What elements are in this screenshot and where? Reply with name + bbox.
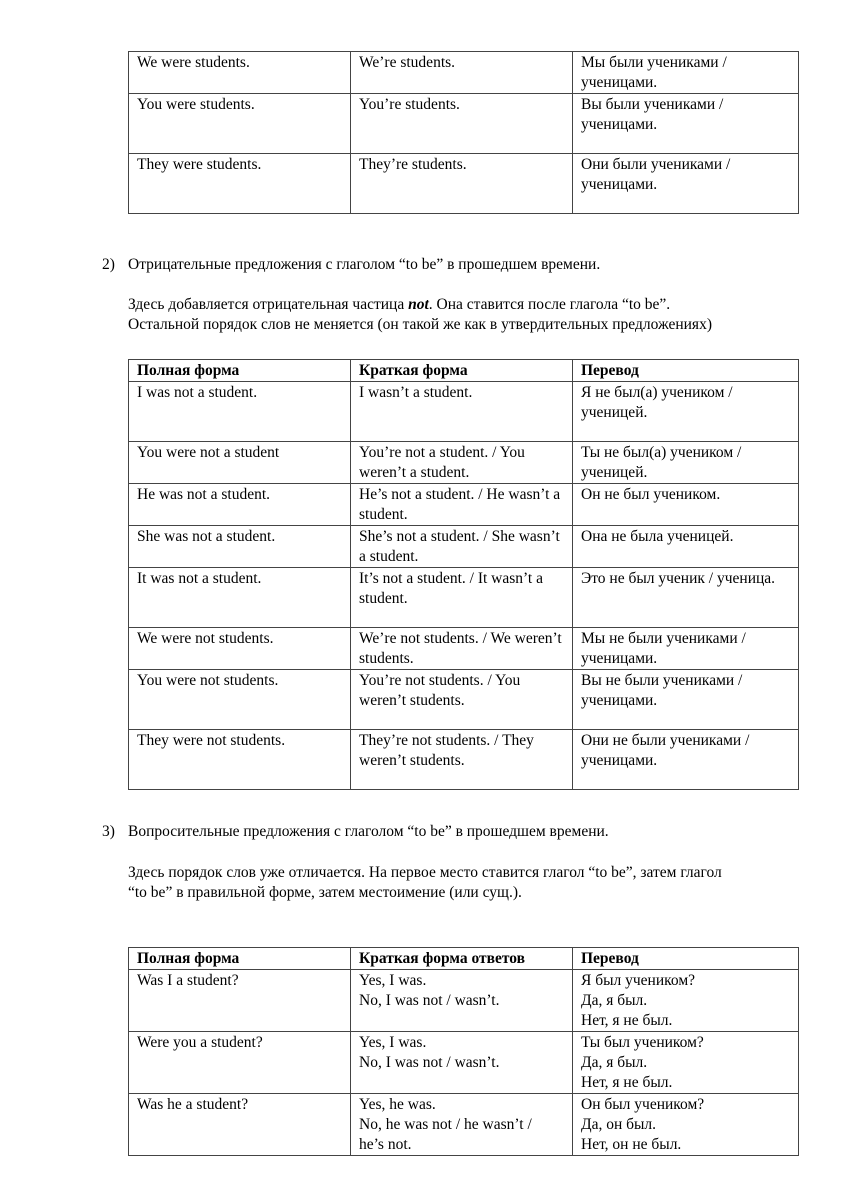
full-form-cell: We were students. [129,52,351,94]
table-row [129,970,799,1032]
full-form-cell: Was he a student? [129,1094,351,1156]
translation-cell: Я не был(а) учеником / ученицей. [573,382,799,442]
short-form-cell: You’re not a student. / You weren’t a student. [351,442,573,484]
translation-cell: Это не был ученик / ученица. [573,568,799,628]
table-row [129,568,799,628]
column-header: Перевод [573,948,799,970]
column-header: Полная форма [129,360,351,382]
paragraph-line: “to be” в правильной форме, затем местоимение (или сущ.). [128,884,522,901]
table-row [129,670,799,730]
table-row [129,1094,799,1156]
table-row [129,52,799,94]
column-header: Краткая форма ответов [351,948,573,970]
translation-cell: Мы были учениками / ученицами. [573,52,799,94]
short-form-cell: You’re not students. / You weren’t students. [351,670,573,730]
translation-cell: Он был учеником? Да, он был. Нет, он не был. [573,1094,799,1156]
translation-cell: Мы не были учениками / ученицами. [573,628,799,670]
table-header-row [129,360,799,382]
short-form-cell: It’s not a student. / It wasn’t a student. [351,568,573,628]
section-2-paragraph [128,295,808,335]
full-form-cell: Was I a student? [129,970,351,1032]
translation-cell: Ты не был(а) учеником / ученицей. [573,442,799,484]
table-row [129,154,799,214]
full-form-cell: She was not a student. [129,526,351,568]
short-form-cell: You’re students. [351,94,573,154]
short-answer-cell: Yes, I was. No, I was not / wasn’t. [351,1032,573,1094]
short-answer-cell: Yes, I was. No, I was not / wasn’t. [351,970,573,1032]
table-row [129,730,799,790]
table-row [129,1032,799,1094]
column-header: Перевод [573,360,799,382]
paragraph-line: Здесь добавляется отрицательная частица not. Она ставится после глагола “to be”. [128,296,671,313]
full-form-cell: They were students. [129,154,351,214]
column-header: Краткая форма [351,360,573,382]
table-row [129,628,799,670]
full-form-cell: Were you a student? [129,1032,351,1094]
short-form-cell: They’re not students. / They weren’t students. [351,730,573,790]
table-row [129,442,799,484]
list-number: 2) [102,256,115,273]
table-row [129,526,799,568]
translation-cell: Вы не были учениками / ученицами. [573,670,799,730]
short-form-cell: He’s not a student. / He wasn’t a student. [351,484,573,526]
translation-cell: Она не была ученицей. [573,526,799,568]
translation-cell: Ты был учеником? Да, я был. Нет, я не был. [573,1032,799,1094]
translation-cell: Вы были учениками / ученицами. [573,94,799,154]
section-title: Вопросительные предложения с глаголом “to be” в прошедшем времени. [128,823,609,840]
table-affirmative-plural [128,51,799,214]
short-form-cell: I wasn’t a student. [351,382,573,442]
emphasis-word: not [408,296,429,313]
short-form-cell: She’s not a student. / She wasn’t a student. [351,526,573,568]
full-form-cell: You were not a student [129,442,351,484]
section-title: Отрицательные предложения с глаголом “to be” в прошедшем времени. [128,256,601,273]
full-form-cell: We were not students. [129,628,351,670]
full-form-cell: You were not students. [129,670,351,730]
table-negative [128,359,799,790]
paragraph-line: Остальной порядок слов не меняется (он такой же как в утвердительных предложениях) [128,316,712,333]
table-row [129,484,799,526]
table-questions [128,947,799,1156]
section-3-paragraph [128,863,808,903]
full-form-cell: I was not a student. [129,382,351,442]
short-answer-cell: Yes, he was. No, he was not / he wasn’t / he’s not. [351,1094,573,1156]
paragraph-line: Здесь порядок слов уже отличается. На первое место ставится глагол “to be”, затем глагол [128,864,722,881]
translation-cell: Они были учениками / ученицами. [573,154,799,214]
column-header: Полная форма [129,948,351,970]
translation-cell: Они не были учениками / ученицами. [573,730,799,790]
table-row [129,94,799,154]
list-number: 3) [102,823,115,840]
table-row [129,382,799,442]
translation-cell: Он не был учеником. [573,484,799,526]
translation-cell: Я был учеником? Да, я был. Нет, я не был. [573,970,799,1032]
short-form-cell: We’re students. [351,52,573,94]
full-form-cell: You were students. [129,94,351,154]
full-form-cell: He was not a student. [129,484,351,526]
full-form-cell: It was not a student. [129,568,351,628]
short-form-cell: They’re students. [351,154,573,214]
short-form-cell: We’re not students. / We weren’t students. [351,628,573,670]
full-form-cell: They were not students. [129,730,351,790]
table-header-row [129,948,799,970]
